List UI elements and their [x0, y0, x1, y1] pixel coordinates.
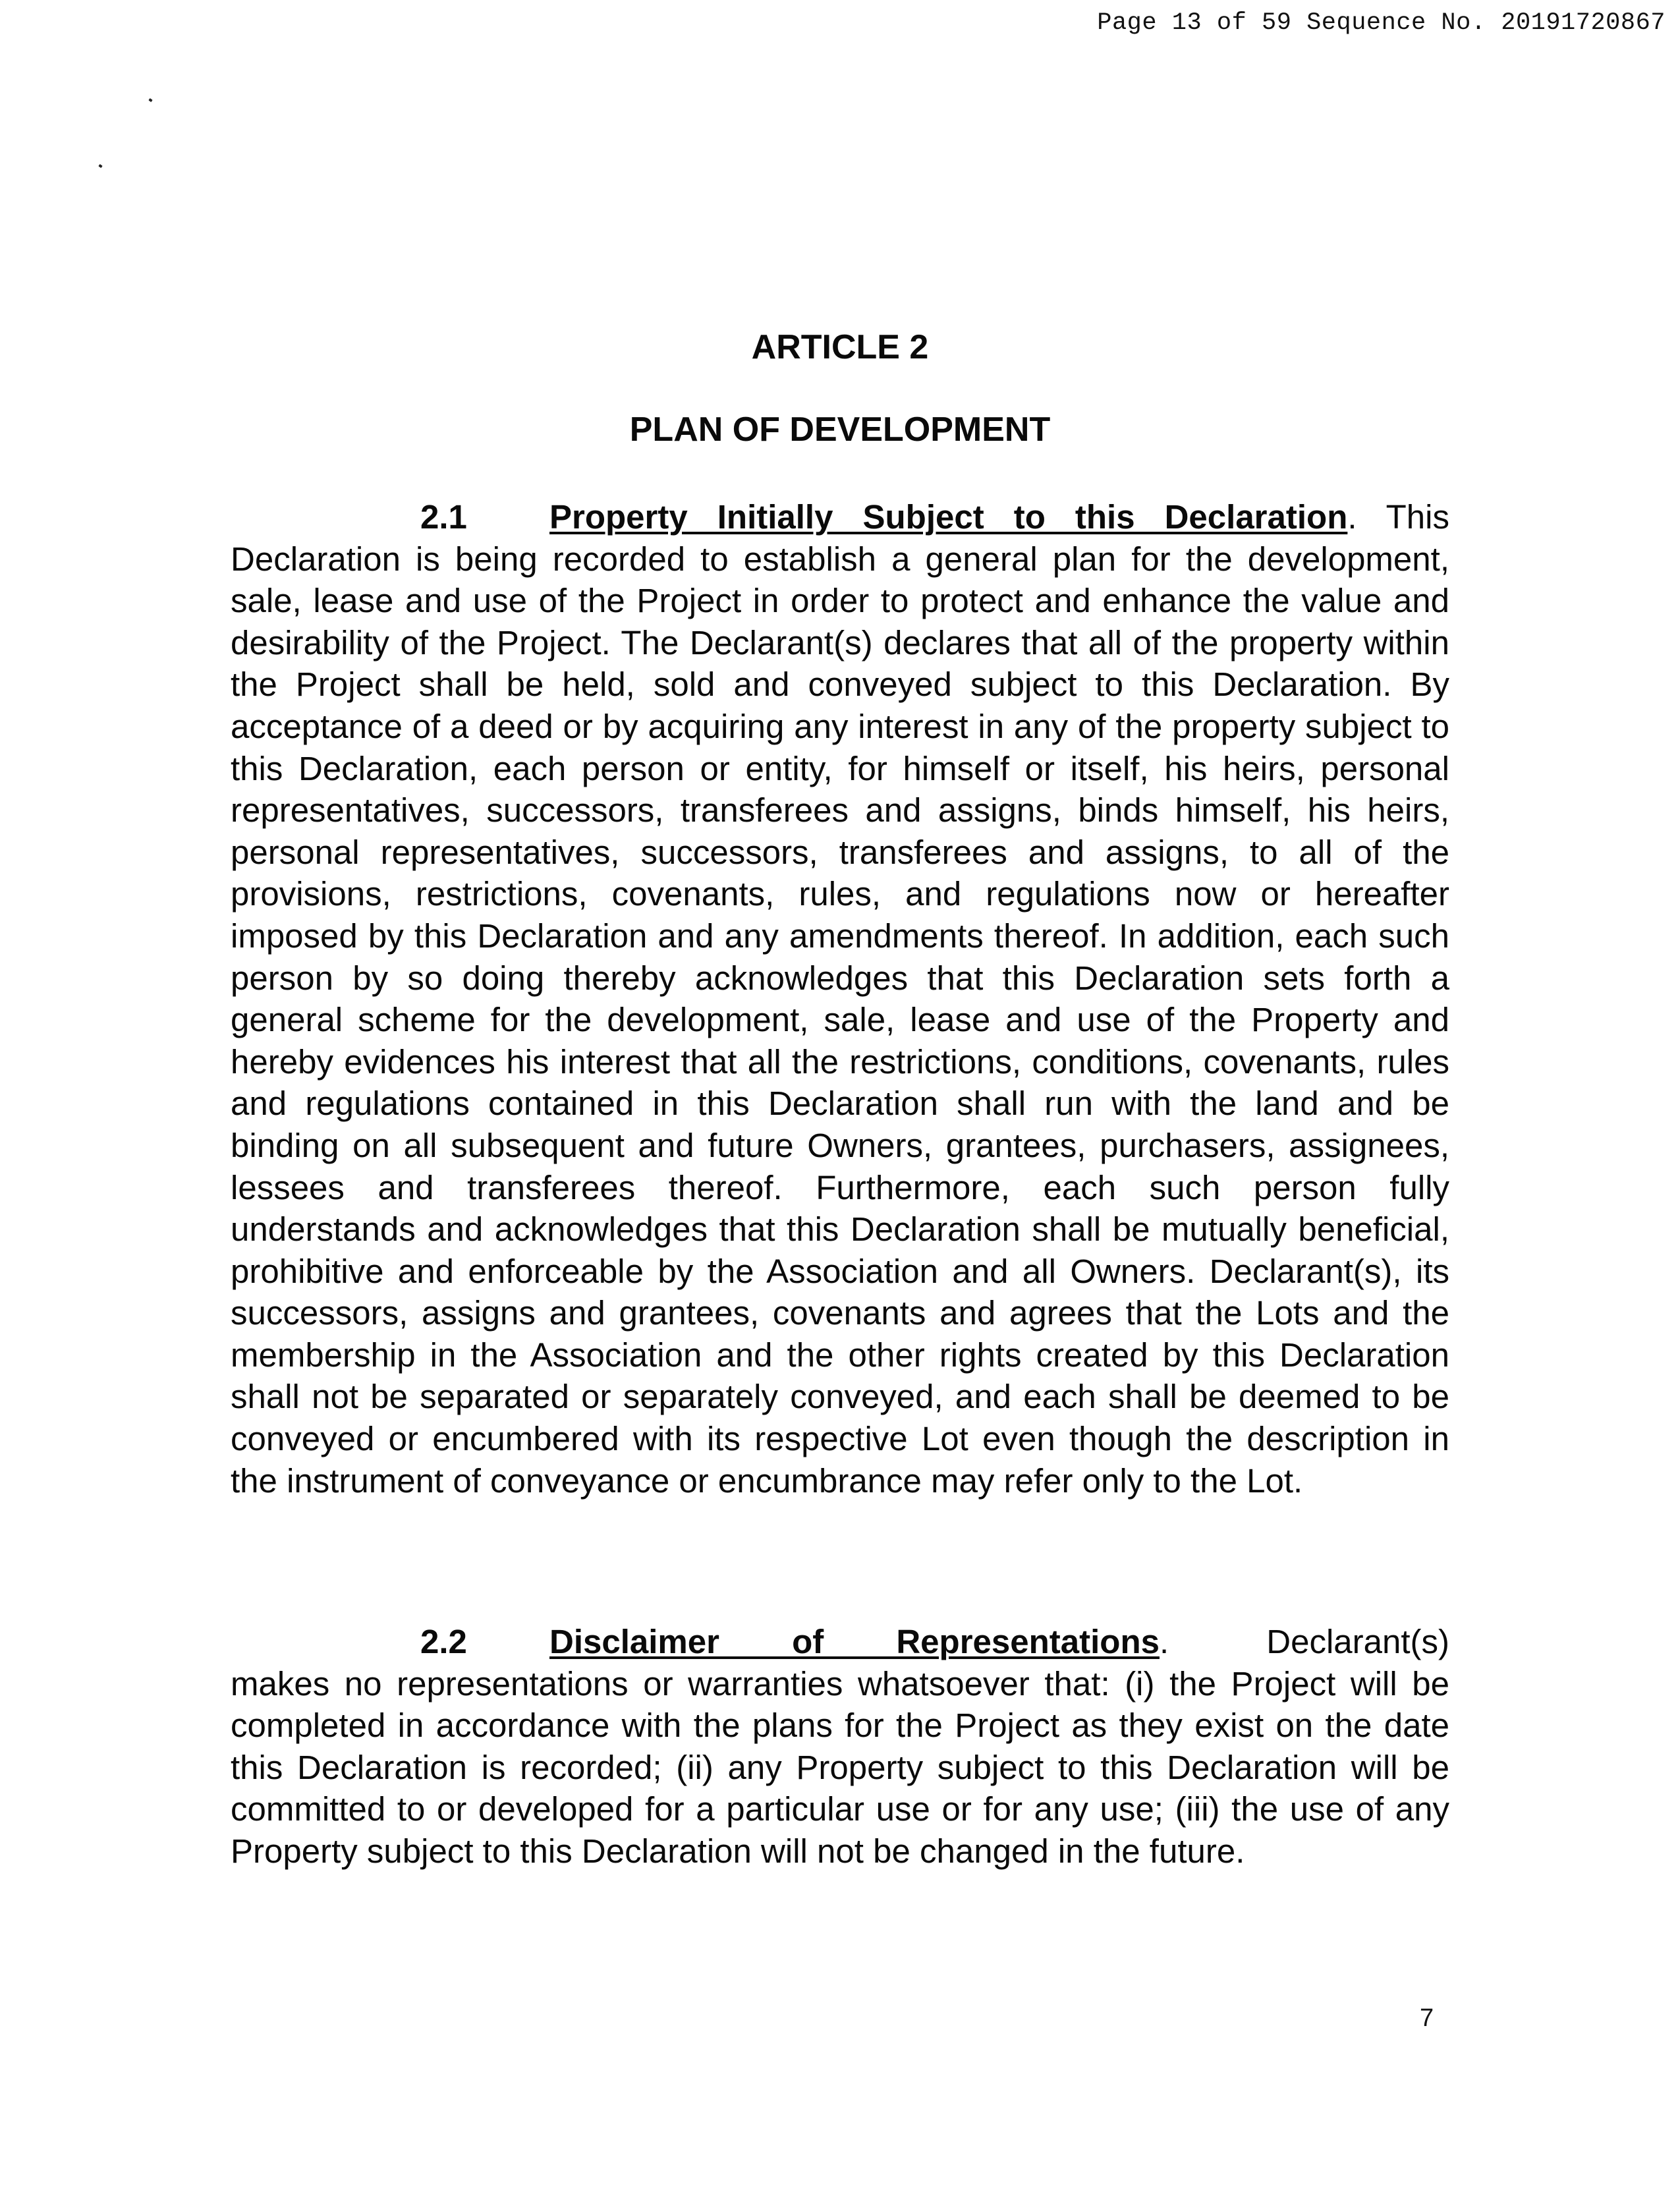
article-title: PLAN OF DEVELOPMENT [629, 410, 1051, 449]
section-number: 2.1 [420, 498, 467, 536]
section-heading-punct: . [1347, 498, 1357, 536]
section-2-1 [231, 496, 1449, 1502]
page-number: 7 [1420, 2004, 1434, 2032]
section-body: Declarant(s) makes no representations or warranties whatsoever that: (i) the Project will be completed in accordance with the plans for the Project as they exist on the date this Declaration is recorded; (ii) any Property subject to this Declaration will be committed to or developed for a particular use or for any use; (iii) the use of any Property subject to this Declaration will not be changed in the future. [231, 1623, 1450, 1870]
section-2-2 [231, 1621, 1449, 1873]
scan-speck [98, 164, 102, 168]
section-heading-punct: . [1159, 1623, 1169, 1660]
section-heading: Disclaimer of Representations [549, 1623, 1160, 1660]
article-number: ARTICLE 2 [751, 328, 929, 366]
section-heading: Property Initially Subject to this Declaration [549, 498, 1348, 536]
section-number: 2.2 [420, 1623, 467, 1660]
scan-speck [148, 98, 152, 102]
page-sequence-header: Page 13 of 59 Sequence No. 20191720867 [1097, 9, 1666, 37]
section-body: This Declaration is being recorded to establish a general plan for the development, sale, lease and use of the Project in order to protect and enhance the value and desirability of the Project. The Declarant(s) declares that all of the property within the Project shall be held, sold and conveyed subject to this Declaration. By acceptance of a deed or by acquiring any interest in any of the property subject to this Declaration, each person or entity, for himself or itself, his heirs, personal representatives, successors, transferees and assigns, binds himself, his heirs, personal representatives, successors, transferees and assigns, to all of the provisions, restrictions, covenants, rules, and regulations now or hereafter imposed by this Declaration and any amendments thereof. In addition, each such person by so doing thereby acknowledges that this Declaration sets forth a general scheme for the development, sale, lease and use of the Property and hereby evidences his interest that all the restrictions, conditions, covenants, rules and regulations contained in this Declaration shall run with the land and be binding on all subsequent and future Owners, grantees, purchasers, assignees, lessees and transferees thereof. Furthermore, each such person fully understands and acknowledges that this Declaration shall be mutually beneficial, prohibitive and enforceable by the Association and all Owners. Declarant(s), its successors, assigns and grantees, covenants and agrees that the Lots and the membership in the Association and the other rights created by this Declaration shall not be separated or separately conveyed, and each shall be deemed to be conveyed or encumbered with its respective Lot even though the description in the instrument of conveyance or encumbrance may refer only to the Lot. [231, 498, 1449, 1500]
